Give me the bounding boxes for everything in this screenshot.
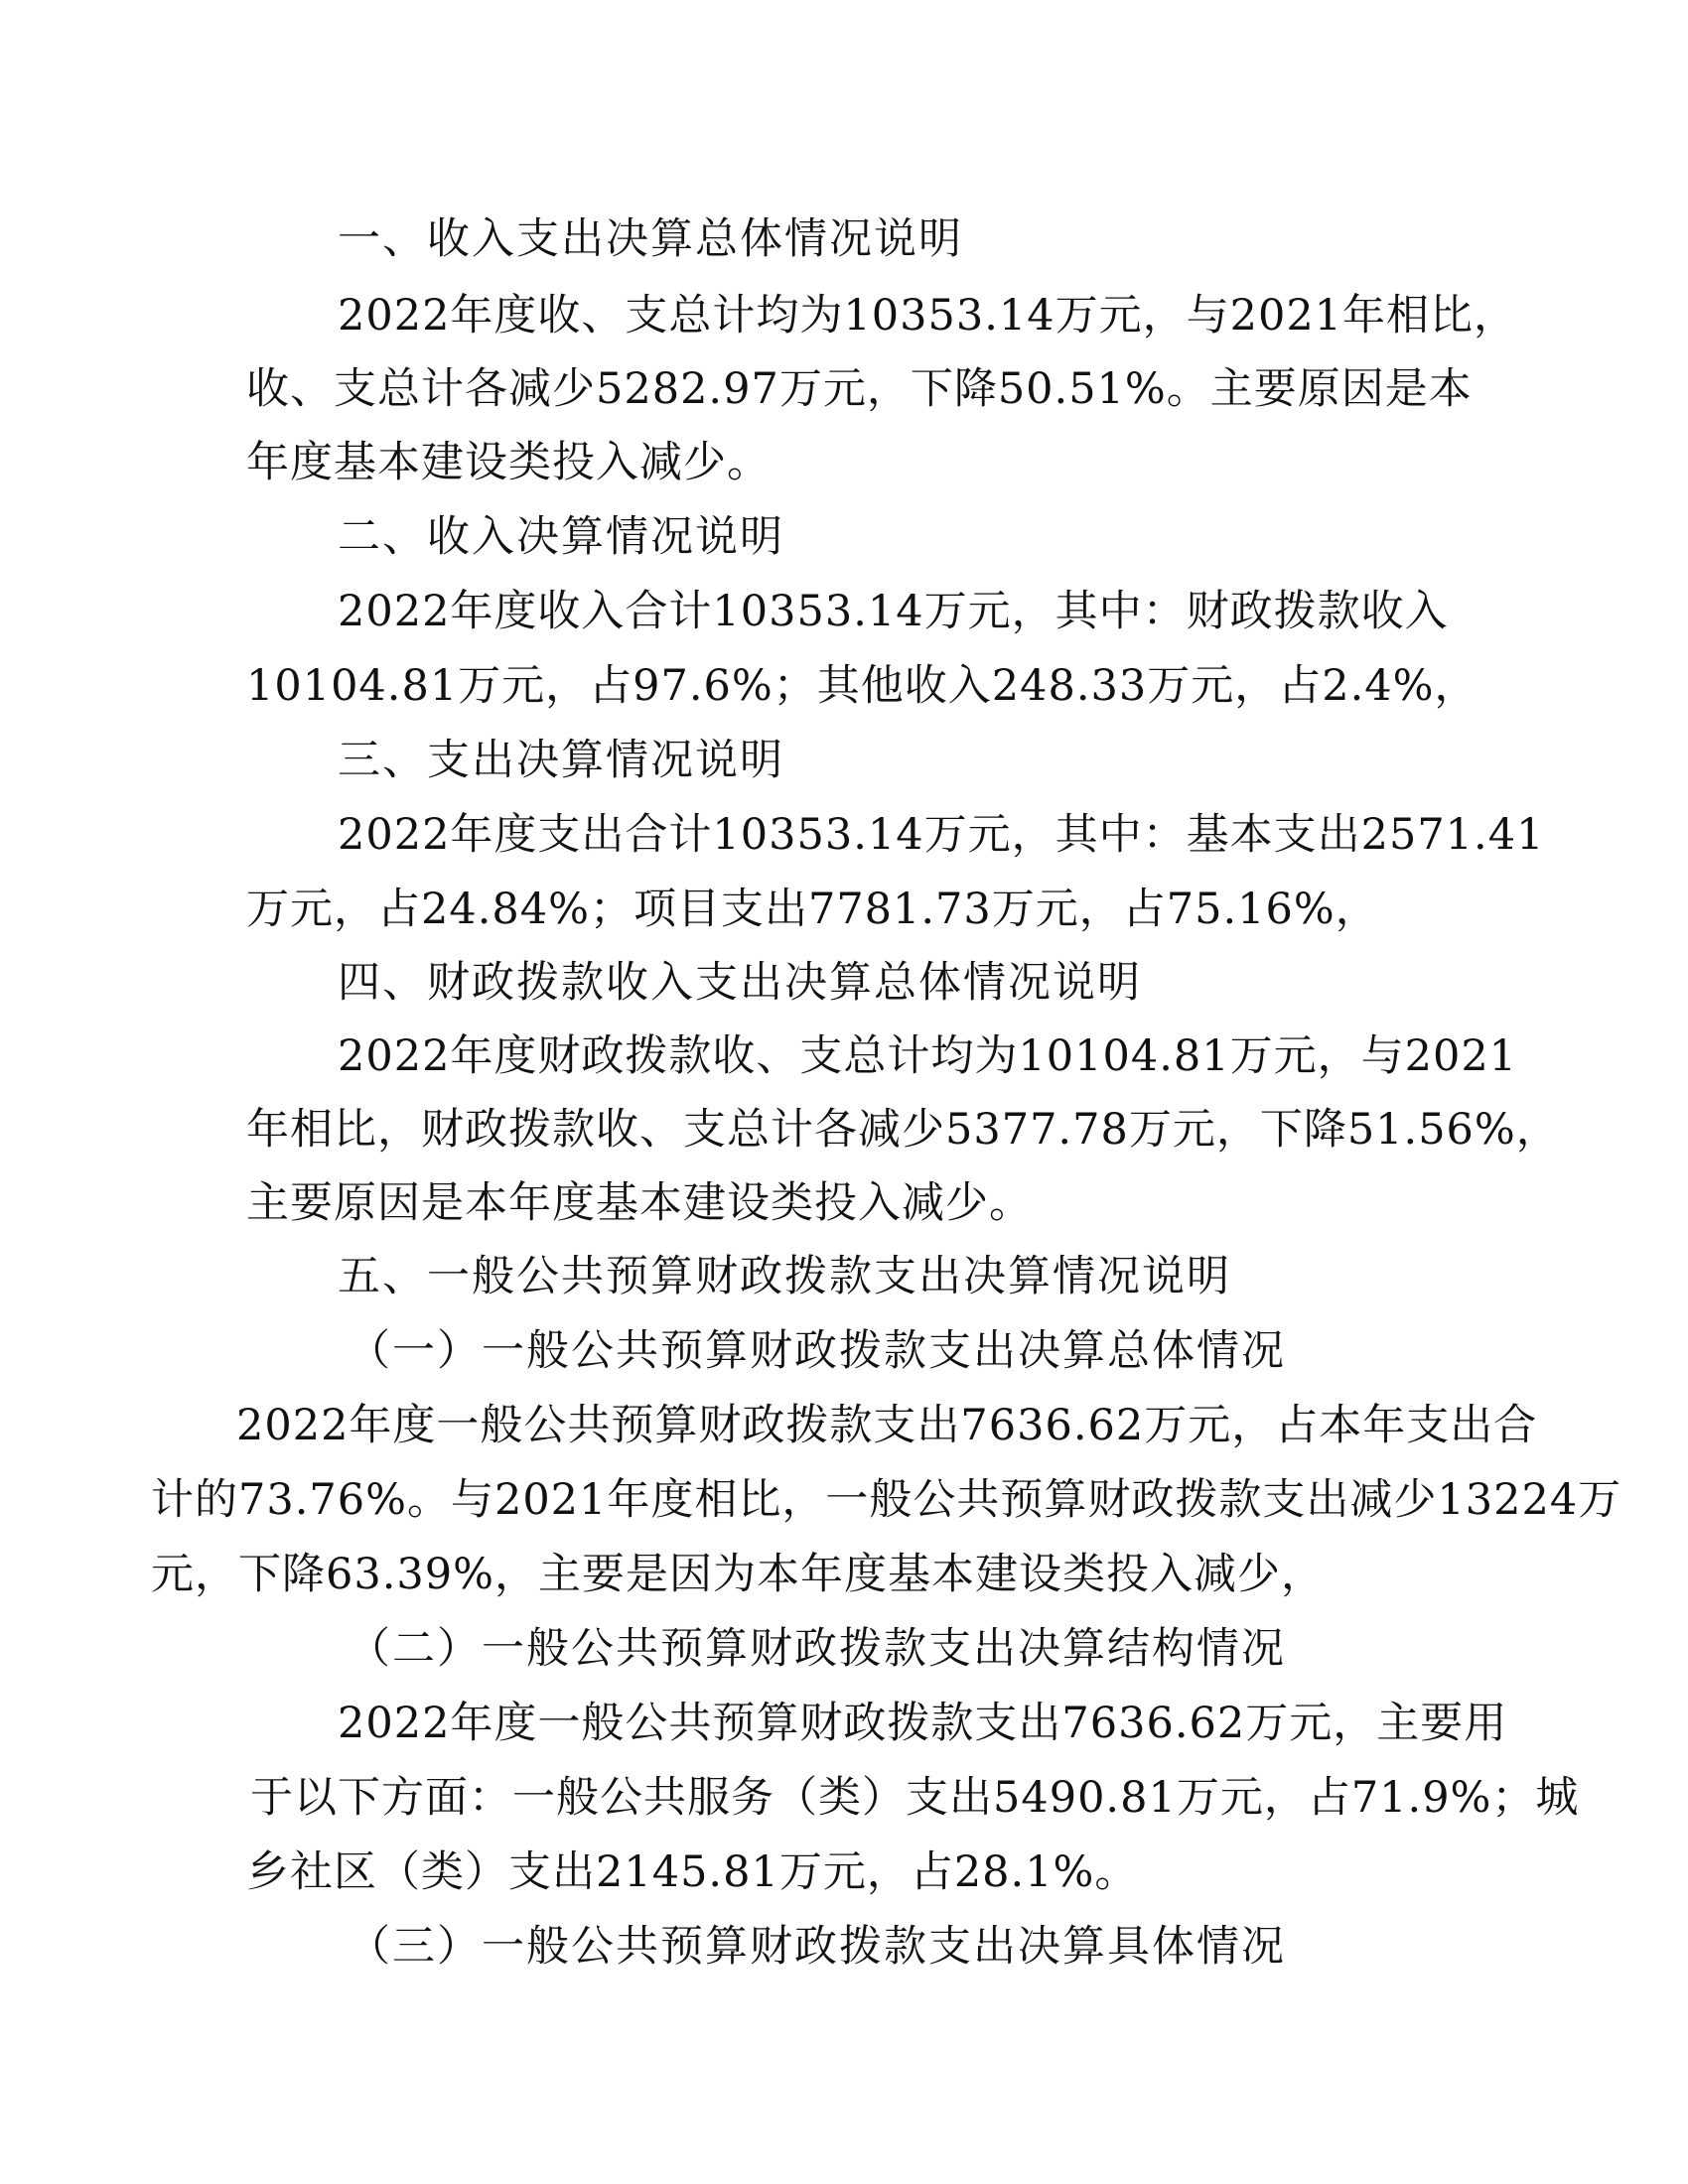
- paragraph-line: 10104.81万元，占97.6%；其他收入248.33万元，占2.4%，: [246, 661, 1478, 711]
- paragraph-line: 收、支总计各减少5282.97万元，下降50.51%。主要原因是本: [246, 364, 1473, 414]
- subsection-heading-3: （三）一般公共预算财政拨款支出决算具体情况: [348, 1922, 1286, 1972]
- paragraph-line: 万元，占24.84%；项目支出7781.73万元，占75.16%，: [246, 885, 1379, 934]
- paragraph-line: 2022年度财政拨款收、支总计均为10104.81万元，与2021: [338, 1031, 1518, 1081]
- paragraph-line: 2022年度一般公共预算财政拨款支出7636.62万元，主要用: [338, 1699, 1508, 1748]
- paragraph-line: 乡社区（类）支出2145.81万元，占28.1%。: [246, 1847, 1139, 1897]
- subsection-heading-2: （二）一般公共预算财政拨款支出决算结构情况: [348, 1624, 1286, 1674]
- paragraph-line: 主要原因是本年度基本建设类投入减少。: [246, 1178, 1033, 1228]
- section-heading-3: 三、支出决算情况说明: [338, 736, 784, 785]
- paragraph-line: 元，下降63.39%，主要是因为本年度基本建设类投入减少，: [151, 1550, 1325, 1599]
- paragraph-line: 2022年度收、支总计均为10353.14万元，与2021年相比，: [338, 291, 1518, 341]
- paragraph-line: 2022年度一般公共预算财政拨款支出7636.62万元，占本年支出合: [236, 1401, 1538, 1450]
- paragraph-line: 2022年度支出合计10353.14万元，其中：基本支出2571.41: [338, 810, 1545, 860]
- paragraph-line: 于以下方面：一般公共服务（类）支出5490.81万元，占71.9%；城: [250, 1773, 1580, 1823]
- subsection-heading-1: （一）一般公共预算财政拨款支出决算总体情况: [348, 1326, 1286, 1376]
- paragraph-line: 计的73.76%。与2021年度相比，一般公共预算财政拨款支出减少13224万: [151, 1475, 1622, 1525]
- section-heading-5: 五、一般公共预算财政拨款支出决算情况说明: [338, 1252, 1231, 1301]
- paragraph-line: 年相比，财政拨款收、支总计各减少5377.78万元，下降51.56%，: [246, 1105, 1560, 1155]
- paragraph-line: 2022年度收入合计10353.14万元，其中：财政拨款收入: [338, 587, 1449, 636]
- section-heading-4: 四、财政拨款收入支出决算总体情况说明: [338, 958, 1142, 1008]
- section-heading-2: 二、收入决算情况说明: [338, 512, 784, 562]
- paragraph-line: 年度基本建设类投入减少。: [246, 438, 771, 487]
- section-heading-1: 一、收入支出决算总体情况说明: [338, 214, 963, 264]
